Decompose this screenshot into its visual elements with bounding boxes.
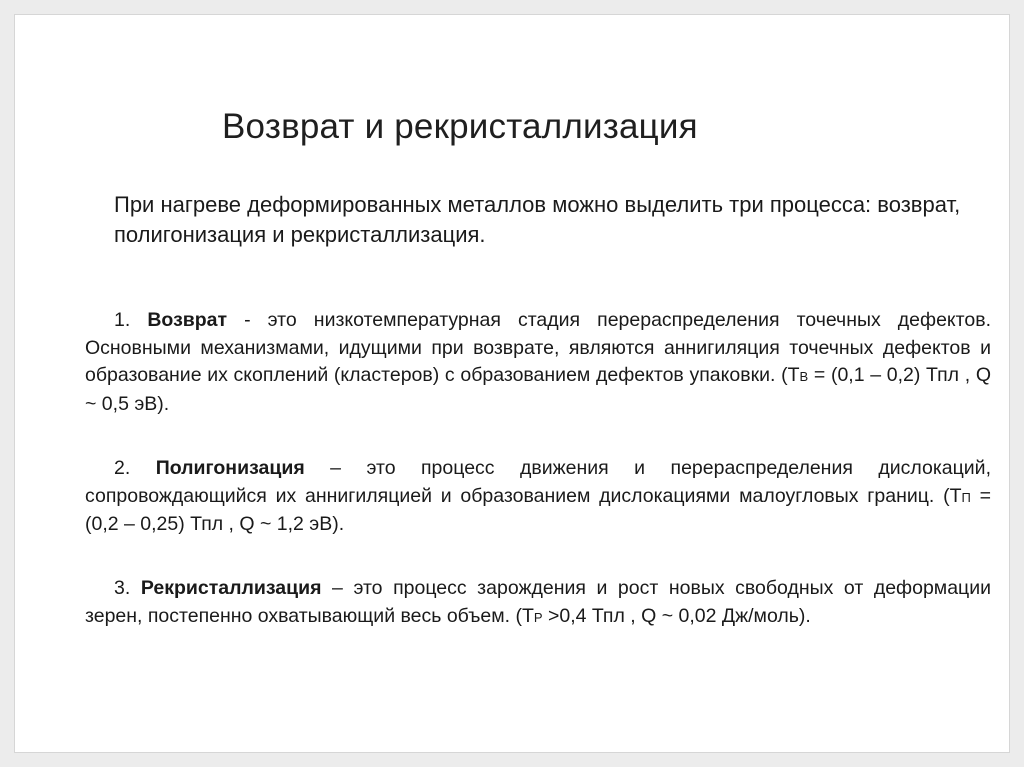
item-subscript: В [799,369,809,384]
intro-paragraph: При нагреве деформированных металлов можно выделить три процесса: возврат, полигонизация и рекристаллизация. [114,192,961,247]
item-subscript: Р [533,609,543,625]
item-text: - это низкотемпературная стадия перераспределения точечных дефектов. Основными механизмами, идущими при возврате, являются аннигиляция точечных дефектов и образование их скоплений (кластеров) с образованием дефектов упаковки. (Т [85,309,992,386]
slide [14,14,1010,753]
item-number: 1. [114,309,131,331]
item-number: 2. [114,457,131,479]
item-subscript: П [961,489,971,505]
item-text: – это процесс зарождения и рост новых свободных от деформации зерен, постепенно охватывающий весь объем. (Т [85,577,991,627]
item-tail: >0,4 Тпл , Q ~ 0,02 Дж/моль). [542,604,811,627]
list-item-recovery [85,307,991,418]
item-tail: = (0,1 – 0,2) Тпл , Q ~ 0,5 эВ). [85,364,992,415]
item-text: – это процесс движения и перераспределения дислокаций, сопровождающийся их аннигиляцией и образованием дислокациями малоугловых границ. (Т [85,457,991,507]
item-term: Полигонизация [155,457,305,479]
slide-title: Возврат и рекристаллизация [222,107,698,146]
item-number: 3. [114,577,131,599]
item-tail: = (0,2 – 0,25) Тпл , Q ~ 1,2 эВ). [85,484,991,535]
list-item-polygonization [85,455,991,539]
list-item-recrystallization [85,575,991,631]
item-term: Рекристаллизация [140,577,322,599]
item-term: Возврат [147,309,228,331]
